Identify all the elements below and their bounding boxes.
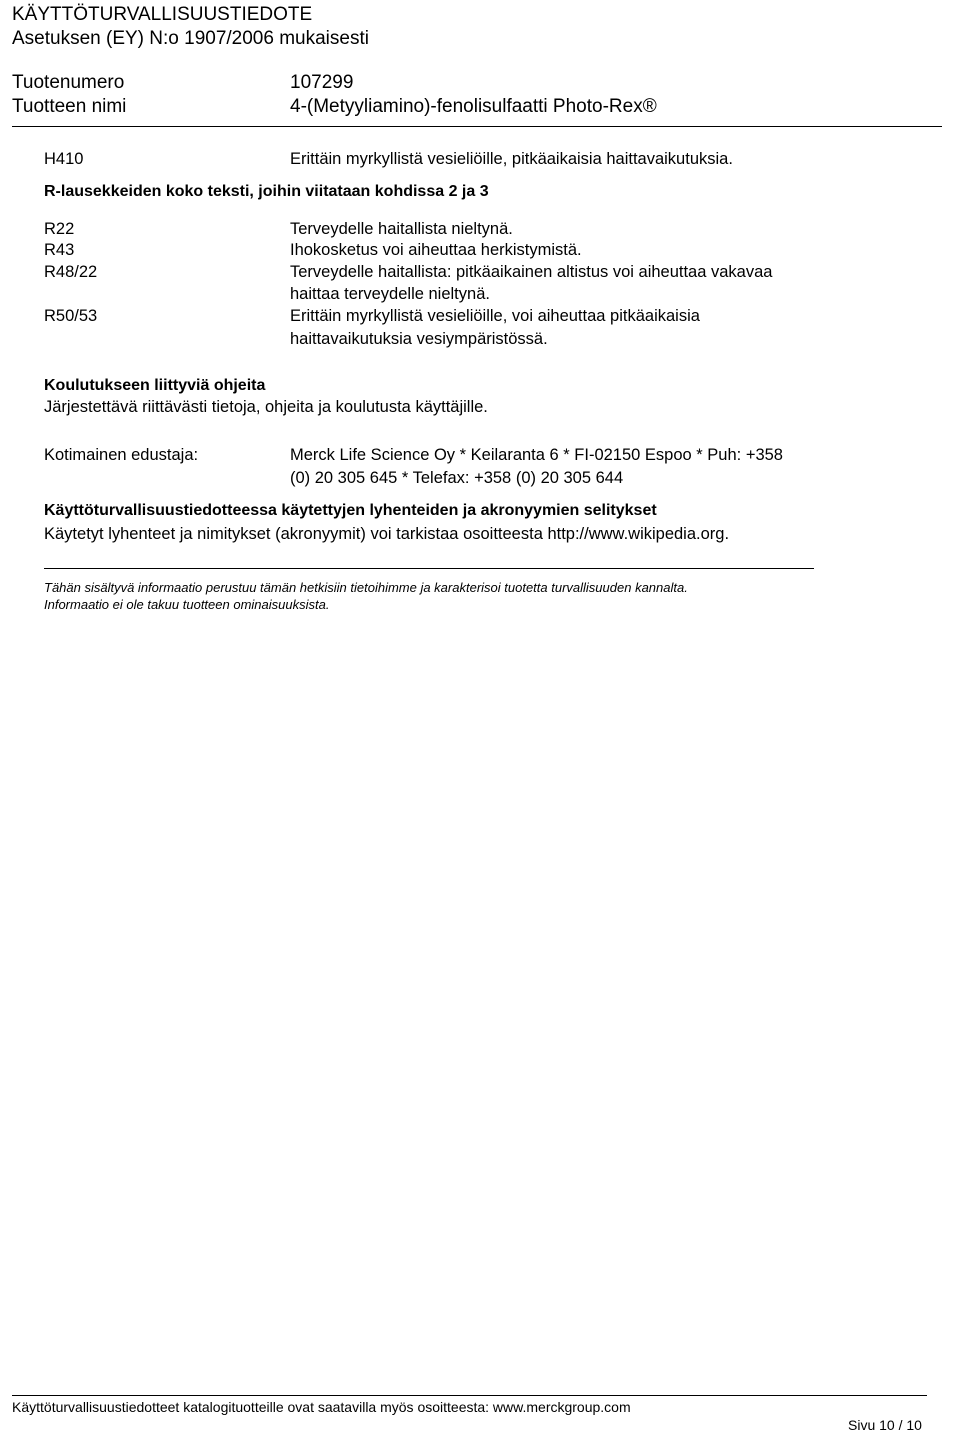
disclaimer-divider bbox=[44, 568, 814, 569]
r-code-r43: R43 bbox=[44, 241, 75, 259]
r-text-r50-53-line2: haittavaikutuksia vesiympäristössä. bbox=[290, 330, 548, 348]
footer-text: Käyttöturvallisuustiedotteet katalogituotteille ovat saatavilla myös osoitteesta: www.merckgroup.com bbox=[12, 1399, 631, 1415]
training-heading: Koulutukseen liittyviä ohjeita bbox=[44, 377, 266, 394]
product-number-label: Tuotenumero bbox=[12, 72, 125, 93]
r-text-r22: Terveydelle haitallista nieltynä. bbox=[290, 220, 513, 238]
page-number: Sivu 10 / 10 bbox=[848, 1417, 922, 1433]
r-code-r22: R22 bbox=[44, 220, 75, 238]
regulation-subtitle: Asetuksen (EY) N:o 1907/2006 mukaisesti bbox=[12, 28, 369, 49]
disclaimer-line1: Tähän sisältyvä informaatio perustuu tämän hetkisiin tietoihimme ja karakterisoi tuotetta turvallisuuden kannalta. bbox=[44, 580, 688, 595]
abbreviations-text: Käytetyt lyhenteet ja nimitykset (akronyymit) voi tarkistaa osoitteesta http://www.wikipedia.org. bbox=[44, 525, 730, 543]
r-text-r50-53-line1: Erittäin myrkyllistä vesieliöille, voi aiheuttaa pitkäaikaisia bbox=[290, 307, 700, 325]
r-text-r43: Ihokosketus voi aiheuttaa herkistymistä. bbox=[290, 241, 582, 259]
r-section-heading: R-lausekkeiden koko teksti, joihin viitataan kohdissa 2 ja 3 bbox=[44, 183, 489, 200]
r-text-r48-22-line1: Terveydelle haitallista: pitkäaikainen altistus voi aiheuttaa vakavaa bbox=[290, 263, 773, 281]
document-title: KÄYTTÖTURVALLISUUSTIEDOTE bbox=[12, 4, 313, 25]
r-code-r50-53: R50/53 bbox=[44, 307, 98, 325]
h-statement-text: Erittäin myrkyllistä vesieliöille, pitkäaikaisia haittavaikutuksia. bbox=[290, 150, 733, 168]
header-divider bbox=[12, 126, 942, 127]
product-name-label: Tuotteen nimi bbox=[12, 96, 127, 117]
representative-label: Kotimainen edustaja: bbox=[44, 446, 199, 464]
h-statement-code: H410 bbox=[44, 150, 84, 168]
r-text-r48-22-line2: haittaa terveydelle nieltynä. bbox=[290, 285, 490, 303]
abbreviations-heading: Käyttöturvallisuustiedotteessa käytettyjen lyhenteiden ja akronyymien selitykset bbox=[44, 502, 657, 519]
product-name-value: 4-(Metyyliamino)-fenolisulfaatti Photo-Rex® bbox=[290, 96, 657, 117]
footer-divider bbox=[12, 1395, 927, 1396]
representative-line1: Merck Life Science Oy * Keilaranta 6 * FI-02150 Espoo * Puh: +358 bbox=[290, 446, 783, 464]
representative-line2: (0) 20 305 645 * Telefax: +358 (0) 20 305 644 bbox=[290, 469, 624, 487]
training-text: Järjestettävä riittävästi tietoja, ohjeita ja koulutusta käyttäjille. bbox=[44, 398, 488, 416]
product-number-value: 107299 bbox=[290, 72, 354, 93]
disclaimer-line2: Informaatio ei ole takuu tuotteen ominaisuuksista. bbox=[44, 597, 330, 612]
r-code-r48-22: R48/22 bbox=[44, 263, 98, 281]
